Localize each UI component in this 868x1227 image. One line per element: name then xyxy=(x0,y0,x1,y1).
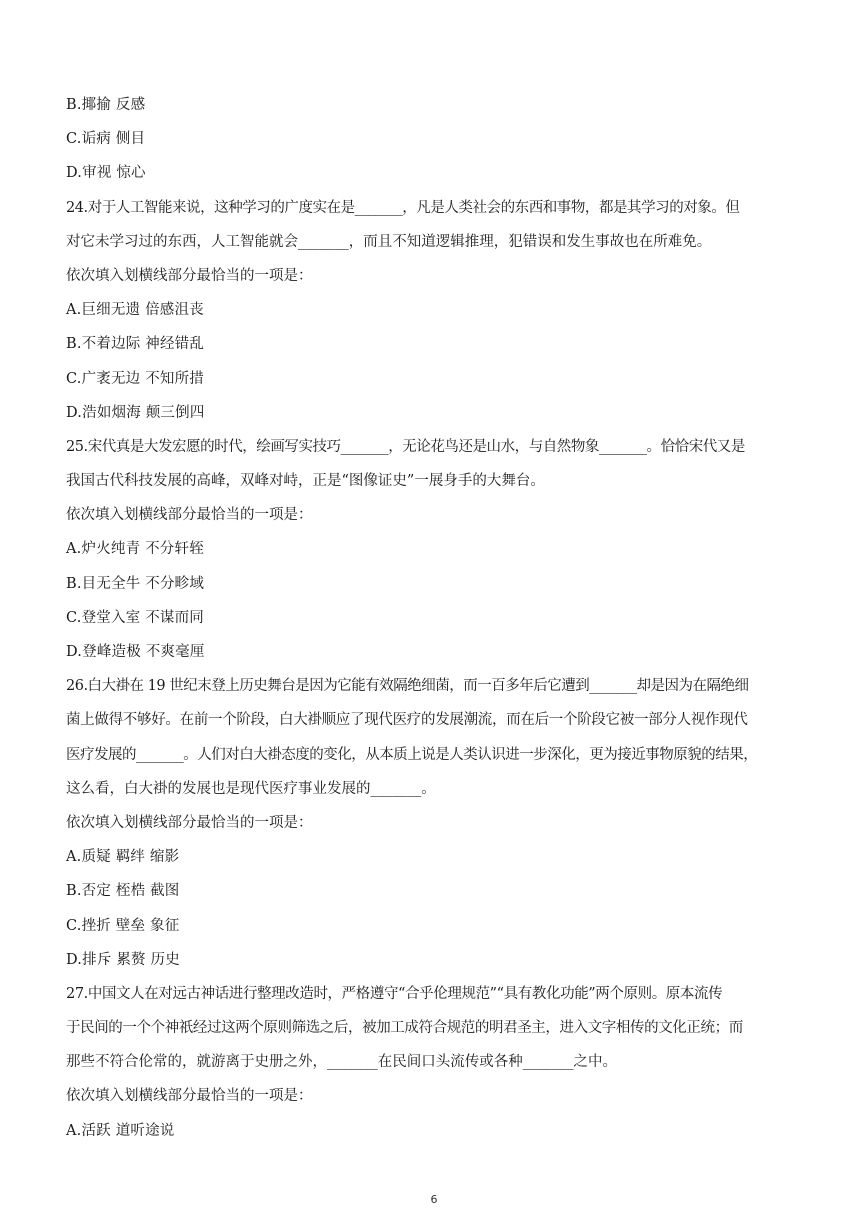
question-26-text: 这么看，白大褂的发展也是现代医疗事业发展的_______。 xyxy=(66,780,436,797)
question-27-text: 于民间的一个个神祇经过这两个原则筛选之后，被加工成符合规范的明君圣主，进入文字相传的文化正统；而 xyxy=(66,1020,743,1037)
option-line: C.诟病 侧目 xyxy=(66,131,146,148)
option-line: B.揶揄 反感 xyxy=(66,97,146,113)
question-25-text: 我国古代科技发展的高峰，双峰对峙，正是“图像证史”一展身手的大舞台。 xyxy=(66,473,545,490)
question-25-text: 25.宋代真是大发宏愿的时代，绘画写实技巧_______，无论花鸟还是山水，与自然物象_______。恰恰宋代又是 xyxy=(66,438,745,455)
option-line: C.挫折 壁垒 象征 xyxy=(66,917,180,934)
question-prompt: 依次填入划横线部分最恰当的一项是： xyxy=(66,814,313,831)
option-line: A.活跃 道听途说 xyxy=(66,1122,175,1139)
option-line: D.浩如烟海 颠三倒四 xyxy=(66,404,205,421)
option-line: C.登堂入室 不谋而同 xyxy=(66,609,204,626)
question-26-text: 26.白大褂在 19 世纪末登上历史舞台是因为它能有效隔绝细菌，而一百多年后它遭到_______却是因为在隔绝细 xyxy=(66,678,749,695)
option-line: D.排斥 累赘 历史 xyxy=(66,951,180,968)
option-line: B.否定 桎梏 截图 xyxy=(66,883,180,900)
option-line: A.巨细无遗 倍感沮丧 xyxy=(66,302,204,319)
question-prompt: 依次填入划横线部分最恰当的一项是： xyxy=(66,507,313,524)
option-line: C.广袤无边 不知所措 xyxy=(66,370,204,387)
option-line: D.审视 惊心 xyxy=(66,165,146,182)
question-26-text: 医疗发展的_______。人们对白大褂态度的变化，从本质上说是人类认识进一步深化，更为接近事物原貌的结果， xyxy=(66,746,758,763)
option-line: A.质疑 羁绊 缩影 xyxy=(66,849,180,866)
question-24-text: 24.对于人工智能来说，这种学习的广度实在是_______，凡是人类社会的东西和事物，都是其学习的对象。但 xyxy=(66,199,740,216)
option-line: B.不着边际 神经错乱 xyxy=(66,336,205,353)
question-26-text: 菌上做得不够好。在前一个阶段，白大褂顺应了现代医疗的发展潮流，而在后一个阶段它被一部分人视作现代 xyxy=(66,712,748,729)
question-prompt: 依次填入划横线部分最恰当的一项是： xyxy=(66,267,313,284)
option-line: A.炉火纯青 不分轩轾 xyxy=(66,541,204,558)
question-27-text: 那些不符合伦常的，就游离于史册之外，_______在民间口头流传或各种_______之中。 xyxy=(66,1054,617,1071)
question-prompt: 依次填入划横线部分最恰当的一项是： xyxy=(66,1088,313,1105)
page-number: 6 xyxy=(430,1193,438,1206)
question-27-text: 27.中国文人在对远古神话进行整理改造时，严格遵守“合乎伦理规范”“具有教化功能”两个原则。原本流传 xyxy=(66,985,723,1002)
option-line: B.目无全牛 不分畛域 xyxy=(66,575,205,592)
document-body xyxy=(66,88,806,1148)
question-24-text: 对它未学习过的东西，人工智能就会_______，而且不知道逻辑推理，犯错误和发生事故也在所难免。 xyxy=(66,233,712,250)
option-line: D.登峰造极 不爽毫厘 xyxy=(66,644,205,660)
